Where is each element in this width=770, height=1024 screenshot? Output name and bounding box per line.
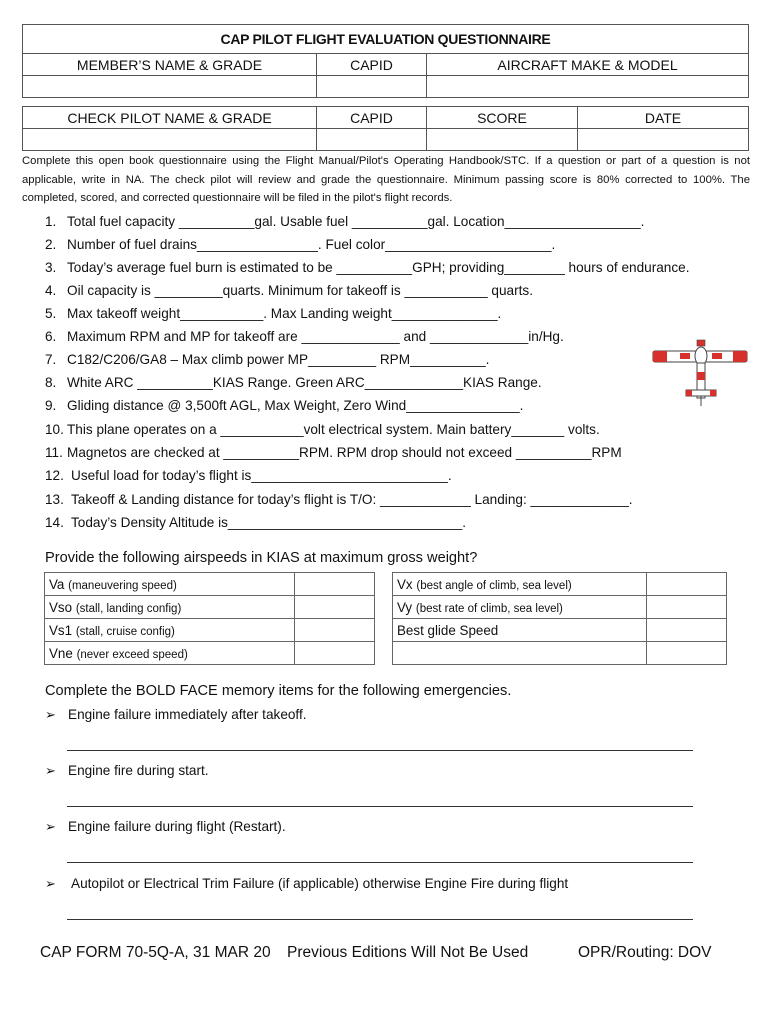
score-field[interactable] [427, 129, 578, 151]
opr-routing: OPR/Routing: DOV [578, 944, 712, 961]
question-9[interactable]: 9. Gliding distance @ 3,500ft AGL, Max Weight, Zero Wind_______________. [45, 398, 524, 413]
question-3[interactable]: 3. Today’s average fuel burn is estimated to be __________GPH; providing________ hours of endurance. [45, 260, 690, 275]
aircraft-icon [650, 330, 750, 410]
emergencies-heading: Complete the BOLD FACE memory items for the following emergencies. [45, 683, 512, 699]
question-7[interactable]: 7. C182/C206/GA8 – Max climb power MP_________ RPM__________. [45, 352, 490, 367]
check-pilot-field[interactable] [23, 129, 317, 151]
airspeed-label: Vs1 (stall, cruise config) [45, 619, 295, 642]
check-capid-field[interactable] [317, 129, 427, 151]
va-input[interactable] [295, 573, 375, 596]
table-row [45, 642, 375, 665]
airspeed-label: Vso (stall, landing config) [45, 596, 295, 619]
empty-input[interactable] [647, 642, 727, 665]
answer-line-4[interactable] [67, 919, 693, 920]
question-6[interactable]: 6. Maximum RPM and MP for takeoff are _____________ and _____________in/Hg. [45, 329, 564, 344]
aircraft-header: AIRCRAFT MAKE & MODEL [427, 54, 749, 76]
table-row [45, 573, 375, 596]
question-4[interactable]: 4. Oil capacity is _________quarts. Minimum for takeoff is ___________ quarts. [45, 283, 533, 298]
date-field[interactable] [578, 129, 749, 151]
vs1-input[interactable] [295, 619, 375, 642]
question-12[interactable]: 12. Useful load for today’s flight is__________________________. [45, 468, 452, 483]
aircraft-field[interactable] [427, 76, 749, 98]
vy-input[interactable] [647, 596, 727, 619]
question-8[interactable]: 8. White ARC __________KIAS Range. Green ARC_____________KIAS Range. [45, 375, 542, 390]
question-1[interactable]: 1. Total fuel capacity __________gal. Usable fuel __________gal. Location__________________. [45, 214, 645, 229]
vso-input[interactable] [295, 596, 375, 619]
emergency-item-2: ➢ Engine fire during start. [45, 763, 209, 778]
emergency-item-3: ➢ Engine failure during flight (Restart). [45, 819, 286, 834]
airspeed-label: Best glide Speed [393, 619, 647, 642]
question-13[interactable]: 13. Takeoff & Landing distance for today’s flight is T/O: ____________ Landing: _____________. [45, 492, 633, 507]
question-2[interactable]: 2. Number of fuel drains________________. Fuel color______________________. [45, 237, 556, 252]
table-row [393, 596, 727, 619]
member-info-table [22, 24, 749, 98]
emergency-item-1: ➢ Engine failure immediately after takeoff. [45, 707, 307, 722]
question-14[interactable]: 14. Today’s Density Altitude is_______________________________. [45, 515, 467, 530]
instructions-text: Complete this open book questionnaire using the Flight Manual/Pilot's Operating Handbook/STC. If a question or part of a question is not applicable, write in NA. The check pilot will review and grade the questionnaire. Minimum passing score is 80% corrected to 100%. The completed, scored, and corrected questionnaire will be filed in the pilot's flight records. [22, 155, 750, 204]
member-capid-field[interactable] [317, 76, 427, 98]
form-number: CAP FORM 70-5Q-A, 31 MAR 20 [40, 944, 271, 961]
vne-input[interactable] [295, 642, 375, 665]
date-header: DATE [578, 107, 749, 129]
answer-line-1[interactable] [67, 750, 693, 751]
table-row [45, 619, 375, 642]
member-name-header: MEMBER’S NAME & GRADE [23, 54, 317, 76]
airspeed-table-right [392, 572, 727, 665]
arrow-bullet-icon: ➢ [45, 707, 56, 722]
table-row [393, 619, 727, 642]
arrow-bullet-icon: ➢ [45, 819, 56, 834]
airspeed-label: Vy (best rate of climb, sea level) [393, 596, 647, 619]
emergency-item-4: ➢ Autopilot or Electrical Trim Failure (if applicable) otherwise Engine Fire during flight [45, 876, 569, 891]
airspeed-label: Vx (best angle of climb, sea level) [393, 573, 647, 596]
answer-line-3[interactable] [67, 862, 693, 863]
airspeed-label: Vne (never exceed speed) [45, 642, 295, 665]
form-title: CAP PILOT FLIGHT EVALUATION QUESTIONNAIRE [23, 25, 749, 54]
check-pilot-header: CHECK PILOT NAME & GRADE [23, 107, 317, 129]
table-row [45, 596, 375, 619]
airspeed-label: Va (maneuvering speed) [45, 573, 295, 596]
score-header: SCORE [427, 107, 578, 129]
airspeeds-heading: Provide the following airspeeds in KIAS at maximum gross weight? [45, 550, 478, 566]
question-5[interactable]: 5. Max takeoff weight___________. Max Landing weight______________. [45, 306, 502, 321]
member-name-field[interactable] [23, 76, 317, 98]
table-row [393, 642, 727, 665]
airspeed-table-left [44, 572, 375, 665]
arrow-bullet-icon: ➢ [45, 876, 56, 891]
table-row [393, 573, 727, 596]
check-pilot-table [22, 106, 749, 151]
check-capid-header: CAPID [317, 107, 427, 129]
member-capid-header: CAPID [317, 54, 427, 76]
vx-input[interactable] [647, 573, 727, 596]
arrow-bullet-icon: ➢ [45, 763, 56, 778]
editions-note: Previous Editions Will Not Be Used [287, 944, 529, 961]
best-glide-input[interactable] [647, 619, 727, 642]
answer-line-2[interactable] [67, 806, 693, 807]
question-10[interactable]: 10. This plane operates on a ___________volt electrical system. Main battery_______ volts. [45, 422, 600, 437]
question-11[interactable]: 11. Magnetos are checked at __________RPM. RPM drop should not exceed __________RPM [45, 445, 622, 460]
airspeed-label [393, 642, 647, 665]
